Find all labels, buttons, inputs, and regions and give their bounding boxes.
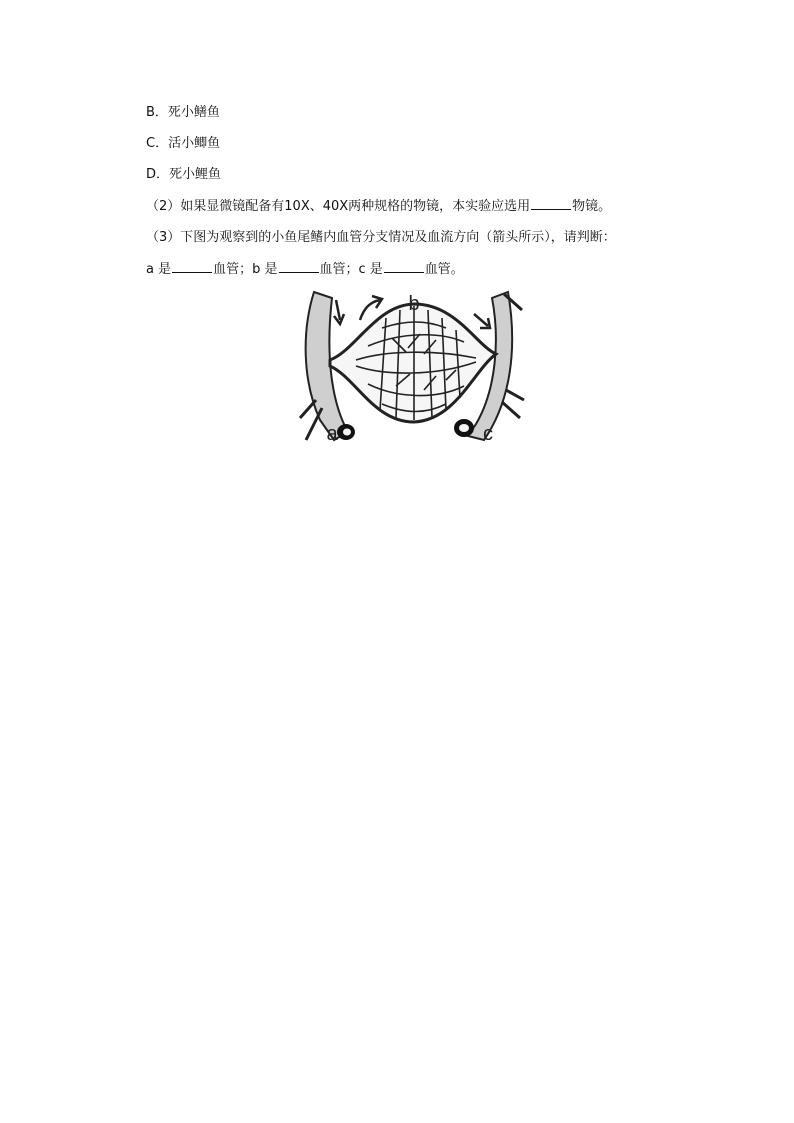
answer-blank-b[interactable] [279,260,319,273]
option-b: B．死小鳝鱼 [146,105,220,120]
question-3-answers [146,260,464,279]
option-d: D．死小鲤鱼 [146,167,222,182]
a-prefix: a 是 [146,262,172,277]
answer-blank-objective[interactable] [531,197,571,210]
question-3-stem: （3）下图为观察到的小鱼尾鳍内血管分支情况及血流方向（箭头所示），请判断： [146,230,616,245]
question-2-text: （2）如果显微镜配备有10X、40X两种规格的物镜，本实验应选用 [146,199,531,214]
answer-blank-a[interactable] [172,260,212,273]
answer-blank-c[interactable] [384,260,424,273]
capillary-network-illustration [296,290,526,442]
label-a: a [326,423,338,442]
question-2 [146,197,611,216]
label-b: b [408,293,420,315]
c-prefix: 血管；c 是 [319,262,383,277]
answer-suffix: 血管。 [424,262,464,277]
question-2-suffix: 物镜。 [572,199,612,214]
b-prefix: 血管；b 是 [213,262,278,277]
option-c: C．活小鲫鱼 [146,136,221,151]
blood-vessel-figure [296,290,526,442]
label-c: c [483,423,493,442]
